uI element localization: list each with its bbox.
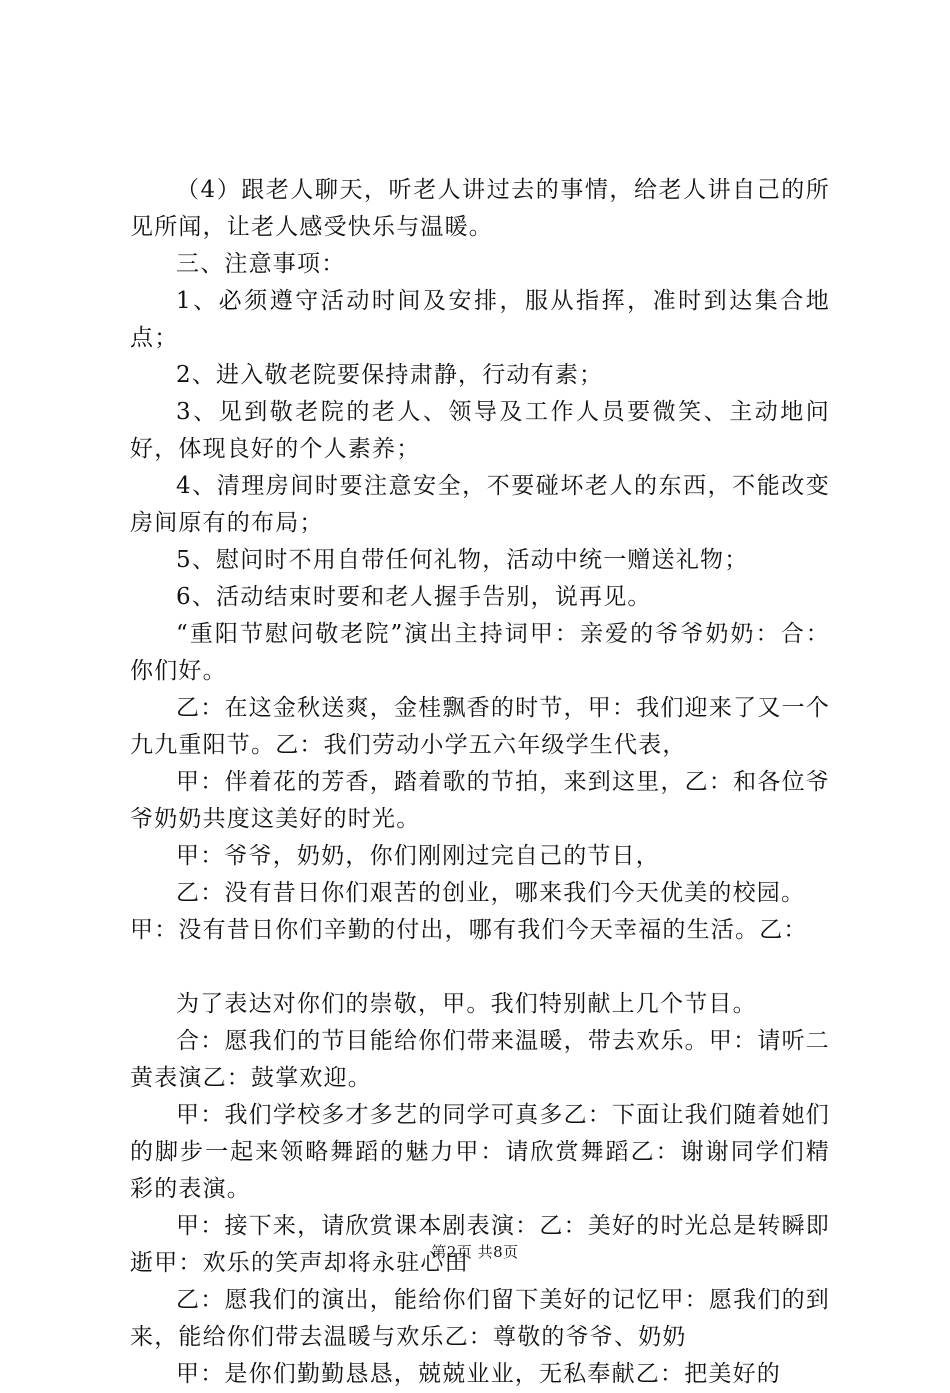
note-item-2: 2、进入敬老院要保持肃静，行动有素； <box>176 362 604 388</box>
script-line: 乙：愿我们的演出，能给你们留下美好的记忆甲：愿我们的到来，能给你们带去温暖与欢乐乙：尊敬的爷爷、奶奶 <box>130 1287 830 1350</box>
script-line: 甲：没有昔日你们辛勤的付出，哪有我们今天幸福的生活。乙： <box>130 917 808 943</box>
paragraph-chat-with-elders: （4）跟老人聊天，听老人讲过去的事情，给老人讲自己的所见所闻，让老人感受快乐与温暖。 <box>130 177 830 240</box>
script-line: 乙：在这金秋送爽，金桂飘香的时节，甲：我们迎来了又一个九九重阳节。乙：我们劳动小学五六年级学生代表， <box>130 695 830 758</box>
section-heading-notes: 三、注意事项： <box>176 251 346 277</box>
script-line: 为了表达对你们的崇敬，甲。我们特别献上几个节目。 <box>176 991 757 1017</box>
note-item-5: 5、慰问时不用自带任何礼物，活动中统一赠送礼物； <box>176 547 749 573</box>
note-item-6: 6、活动结束时要和老人握手告别，说再见。 <box>176 584 652 610</box>
script-line: 甲：是你们勤勤恳恳，兢兢业业，无私奉献乙：把美好的 <box>176 1361 781 1387</box>
script-line: 乙：没有昔日你们艰苦的创业，哪来我们今天优美的校园。 <box>176 880 806 906</box>
page-footer: 第2页 共8页 <box>431 1243 519 1261</box>
document-body <box>130 172 830 1393</box>
note-item-4: 4、清理房间时要注意安全，不要碰坏老人的东西，不能改变房间原有的布局； <box>130 473 830 536</box>
script-title-line: “重阳节慰问敬老院”演出主持词甲：亲爱的爷爷奶奶：合：你们好。 <box>130 621 830 684</box>
script-line: 甲：爷爷，奶奶，你们刚刚过完自己的节日， <box>176 843 660 869</box>
script-line: 甲：伴着花的芳香，踏着歌的节拍，来到这里，乙：和各位爷爷奶奶共度这美好的时光。 <box>130 769 830 832</box>
note-item-3: 3、见到敬老院的老人、领导及工作人员要微笑、主动地问好，体现良好的个人素养； <box>130 399 830 462</box>
paragraph-gap <box>130 949 830 986</box>
script-line: 甲：我们学校多才多艺的同学可真多乙：下面让我们随着她们的脚步一起来领略舞蹈的魅力甲：请欣赏舞蹈乙：谢谢同学们精彩的表演。 <box>130 1102 830 1202</box>
script-line: 甲：接下来，请欣赏课本剧表演：乙：美好的时光总是转瞬即逝甲：欢乐的笑声却将永驻心田 <box>130 1213 830 1276</box>
note-item-1: 1、必须遵守活动时间及安排，服从指挥，准时到达集合地点； <box>130 288 830 351</box>
script-line: 合：愿我们的节目能给你们带来温暖，带去欢乐。甲：请听二黄表演乙：鼓掌欢迎。 <box>130 1028 830 1091</box>
